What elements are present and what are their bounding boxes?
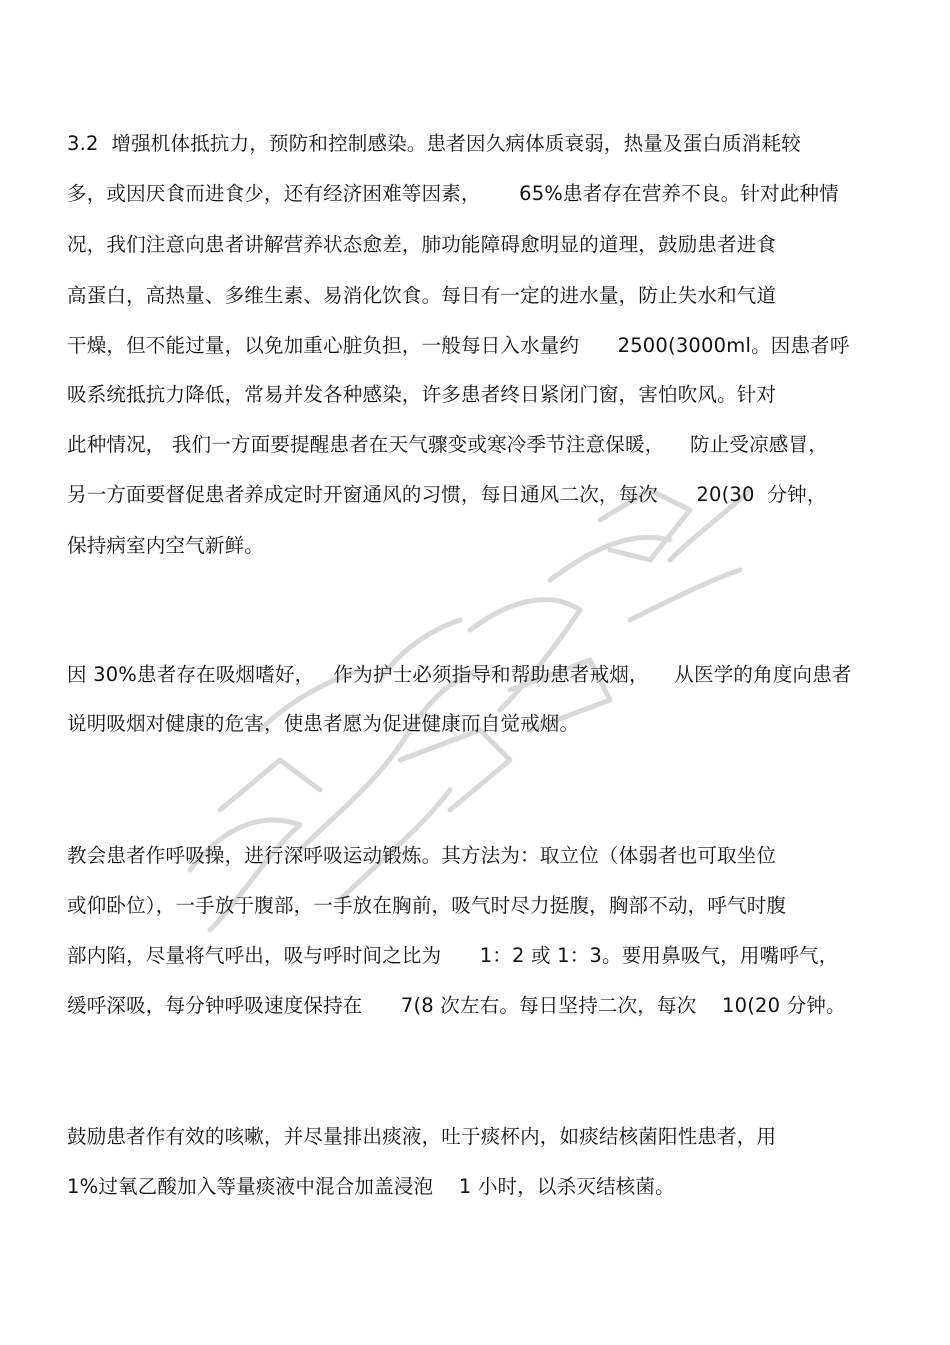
- paragraph-1-line-9: 保持病室内空气新鲜。: [67, 534, 265, 557]
- paragraph-1-line-8: 另一方面要督促患者养成定时开窗通风的习惯，每日通风二次，每次 20(30 分钟，: [67, 483, 827, 506]
- paragraph-4-line-1: 鼓励患者作有效的咳嗽，并尽量排出痰液，吐于痰杯内，如痰结核菌阳性患者，用: [67, 1125, 777, 1148]
- paragraph-1-line-5: 干燥，但不能过量，以免加重心脏负担，一般每日入水量约 2500(3000ml。因患者呼: [67, 334, 850, 357]
- paragraph-1-line-6: 吸系统抵抗力降低，常易并发各种感染，许多患者终日紧闭门窗，害怕吹风。针对: [67, 383, 777, 406]
- watermark-logo: [150, 430, 770, 950]
- paragraph-2-line-2: 说明吸烟对健康的危害，使患者愿为促进健康而自觉戒烟。: [67, 712, 580, 735]
- watermark-graphic: [150, 430, 770, 950]
- paragraph-3-line-4: 缓呼深吸，每分钟呼吸速度保持在 7(8 次左右。每日坚持二次，每次 10(20 分钟。: [67, 994, 846, 1017]
- paragraph-1-line-4: 高蛋白，高热量、多维生素、易消化饮食。每日有一定的进水量，防止失水和气道: [67, 284, 777, 307]
- paragraph-3-line-2: 或仰卧位），一手放于腹部，一手放在胸前，吸气时尽力挺腹，胸部不动，呼气时腹: [67, 894, 787, 917]
- paragraph-1-line-3: 况，我们注意向患者讲解营养状态愈差，肺功能障碍愈明显的道理，鼓励患者进食: [67, 233, 777, 256]
- paragraph-3-line-1: 教会患者作呼吸操，进行深呼吸运动锻炼。其方法为：取立位（体弱者也可取坐位: [67, 844, 777, 867]
- paragraph-1-line-1: 3.2 增强机体抵抗力，预防和控制感染。患者因久病体质衰弱，热量及蛋白质消耗较: [67, 132, 801, 155]
- paragraph-4-line-2: 1%过氧乙酸加入等量痰液中混合加盖浸泡 1 小时，以杀灭结核菌。: [67, 1175, 675, 1198]
- paragraph-3-line-3: 部内陷，尽量将气呼出，吸与呼时间之比为 1：2 或 1：3。要用鼻吸气，用嘴呼气，: [67, 944, 839, 967]
- paragraph-1-line-2: 多，或因厌食而进食少，还有经济困难等因素， 65%患者存在营养不良。针对此种情: [67, 182, 839, 205]
- paragraph-2-line-1: 因 30%患者存在吸烟嗜好， 作为护士必须指导和帮助患者戒烟， 从医学的角度向患者: [67, 663, 852, 686]
- paragraph-1-line-7: 此种情况， 我们一方面要提醒患者在天气骤变或寒冷季节注意保暖， 防止受凉感冒，: [67, 433, 828, 456]
